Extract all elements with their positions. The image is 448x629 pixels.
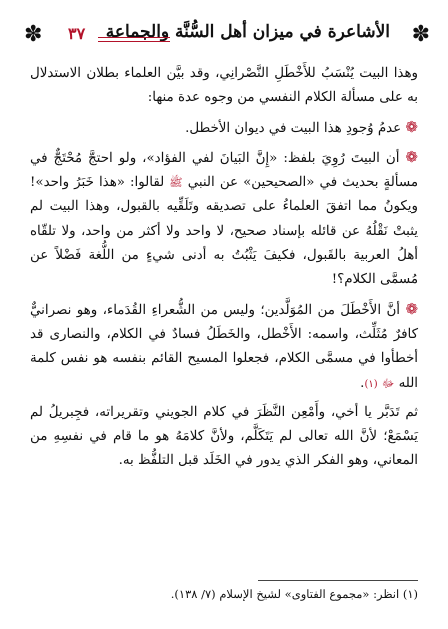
page-header [18, 20, 430, 54]
point-2-text-b: لقالوا: «هذا خَبَرُ واحد»! ويكونُ مما اتفقَ العلماءُ على تصديقه وتَلَقِّيه بالقبول، وهذا البيت لم يثبتْ نَقْلُهُ عن قائله بإسناد صحيح، لا واحد ولا أكثر من واحد، ولا تلقّاه أهلُ العربية بالقَبول، فكيفَ يَثْبُتُ به أدنى شيءٍ من اللُّغة فَضْلاً عن مُسمَّى الكلام؟! [30, 175, 418, 288]
honorific-symbol: ﷺ [169, 176, 183, 190]
footnote-divider [258, 580, 418, 581]
header-rule [98, 37, 170, 38]
point-paragraph-1 [30, 115, 418, 141]
closing-paragraph: ثم تَدَبَّر يا أخي، وأَمْعِن النَّظَرَ في كلام الجويني وتقريراته، فجِبريلُ لم يَسْمَعْ؛ لأنَّ الله تعالى لم يَتَكَلَّم، ولأنَّ كلامَهُ هو ما قام في نفسِهِ من المعاني، وهو الفكر الذي يدور في الخَلَد قبل التلفُّظ به. [30, 404, 418, 469]
point-1-text: عدمُ وُجودِ هذا البيت في ديوان الأخطل. [185, 120, 402, 136]
header-ornament-right: ✽ [411, 22, 430, 47]
point-paragraph-2 [30, 145, 418, 293]
bullet-ornament-icon: ❁ [405, 117, 418, 136]
header-ornament-left: ✽ [24, 22, 43, 47]
footnote: (١) انظر: «مجموع الفتاوى» لشيخ الإسلام (٧/ ١٣٨). [170, 587, 418, 601]
bullet-ornament-icon: ❁ [405, 299, 419, 318]
point-3-text-a: أنَّ الأَخْطَلَ من المُوَلَّدين؛ وليس من الشُّعراءِ القُدَماء، وهو نصرانيٌّ كافرٌ مُثَلِّث، واسمه: الأَخْطل، والخَطَلُ فسادٌ في الكلام، والنصارى قد أخطأوا في مسمَّى الكلام، فجعلوا المسيح القائم بنفسه هو نفس كلمة الله [30, 302, 418, 391]
intro-paragraph: وهذا البيت يُنْسَبُ للأَخْطَلِ النَّصْرانِي، وقد بيَّن العلماء بطلان الاستدلال به على مسألة الكلام النفسي من وجوه عدة منها: [30, 66, 418, 106]
honorific-symbol: ﷻ [381, 376, 395, 390]
body-text [30, 62, 418, 478]
bullet-ornament-icon: ❁ [405, 147, 418, 166]
point-2-text-a: أن البيتَ رُوِيَ بلفظ: «إِنَّ البَيانَ لفي الفؤاد»، ولو احتجَّ مُحْتَجٌّ في مسألةٍ بحديث في «الصحيحين» عن النبي [30, 150, 418, 191]
page-number: ٣٧ [68, 24, 86, 43]
running-title: الأشاعرة في ميزان أهل السُّنَّة والجماعة [105, 22, 390, 42]
footnote-reference[interactable]: (١) [364, 378, 378, 390]
point-paragraph-3 [30, 297, 418, 397]
point-3-text-b: . [360, 375, 365, 391]
